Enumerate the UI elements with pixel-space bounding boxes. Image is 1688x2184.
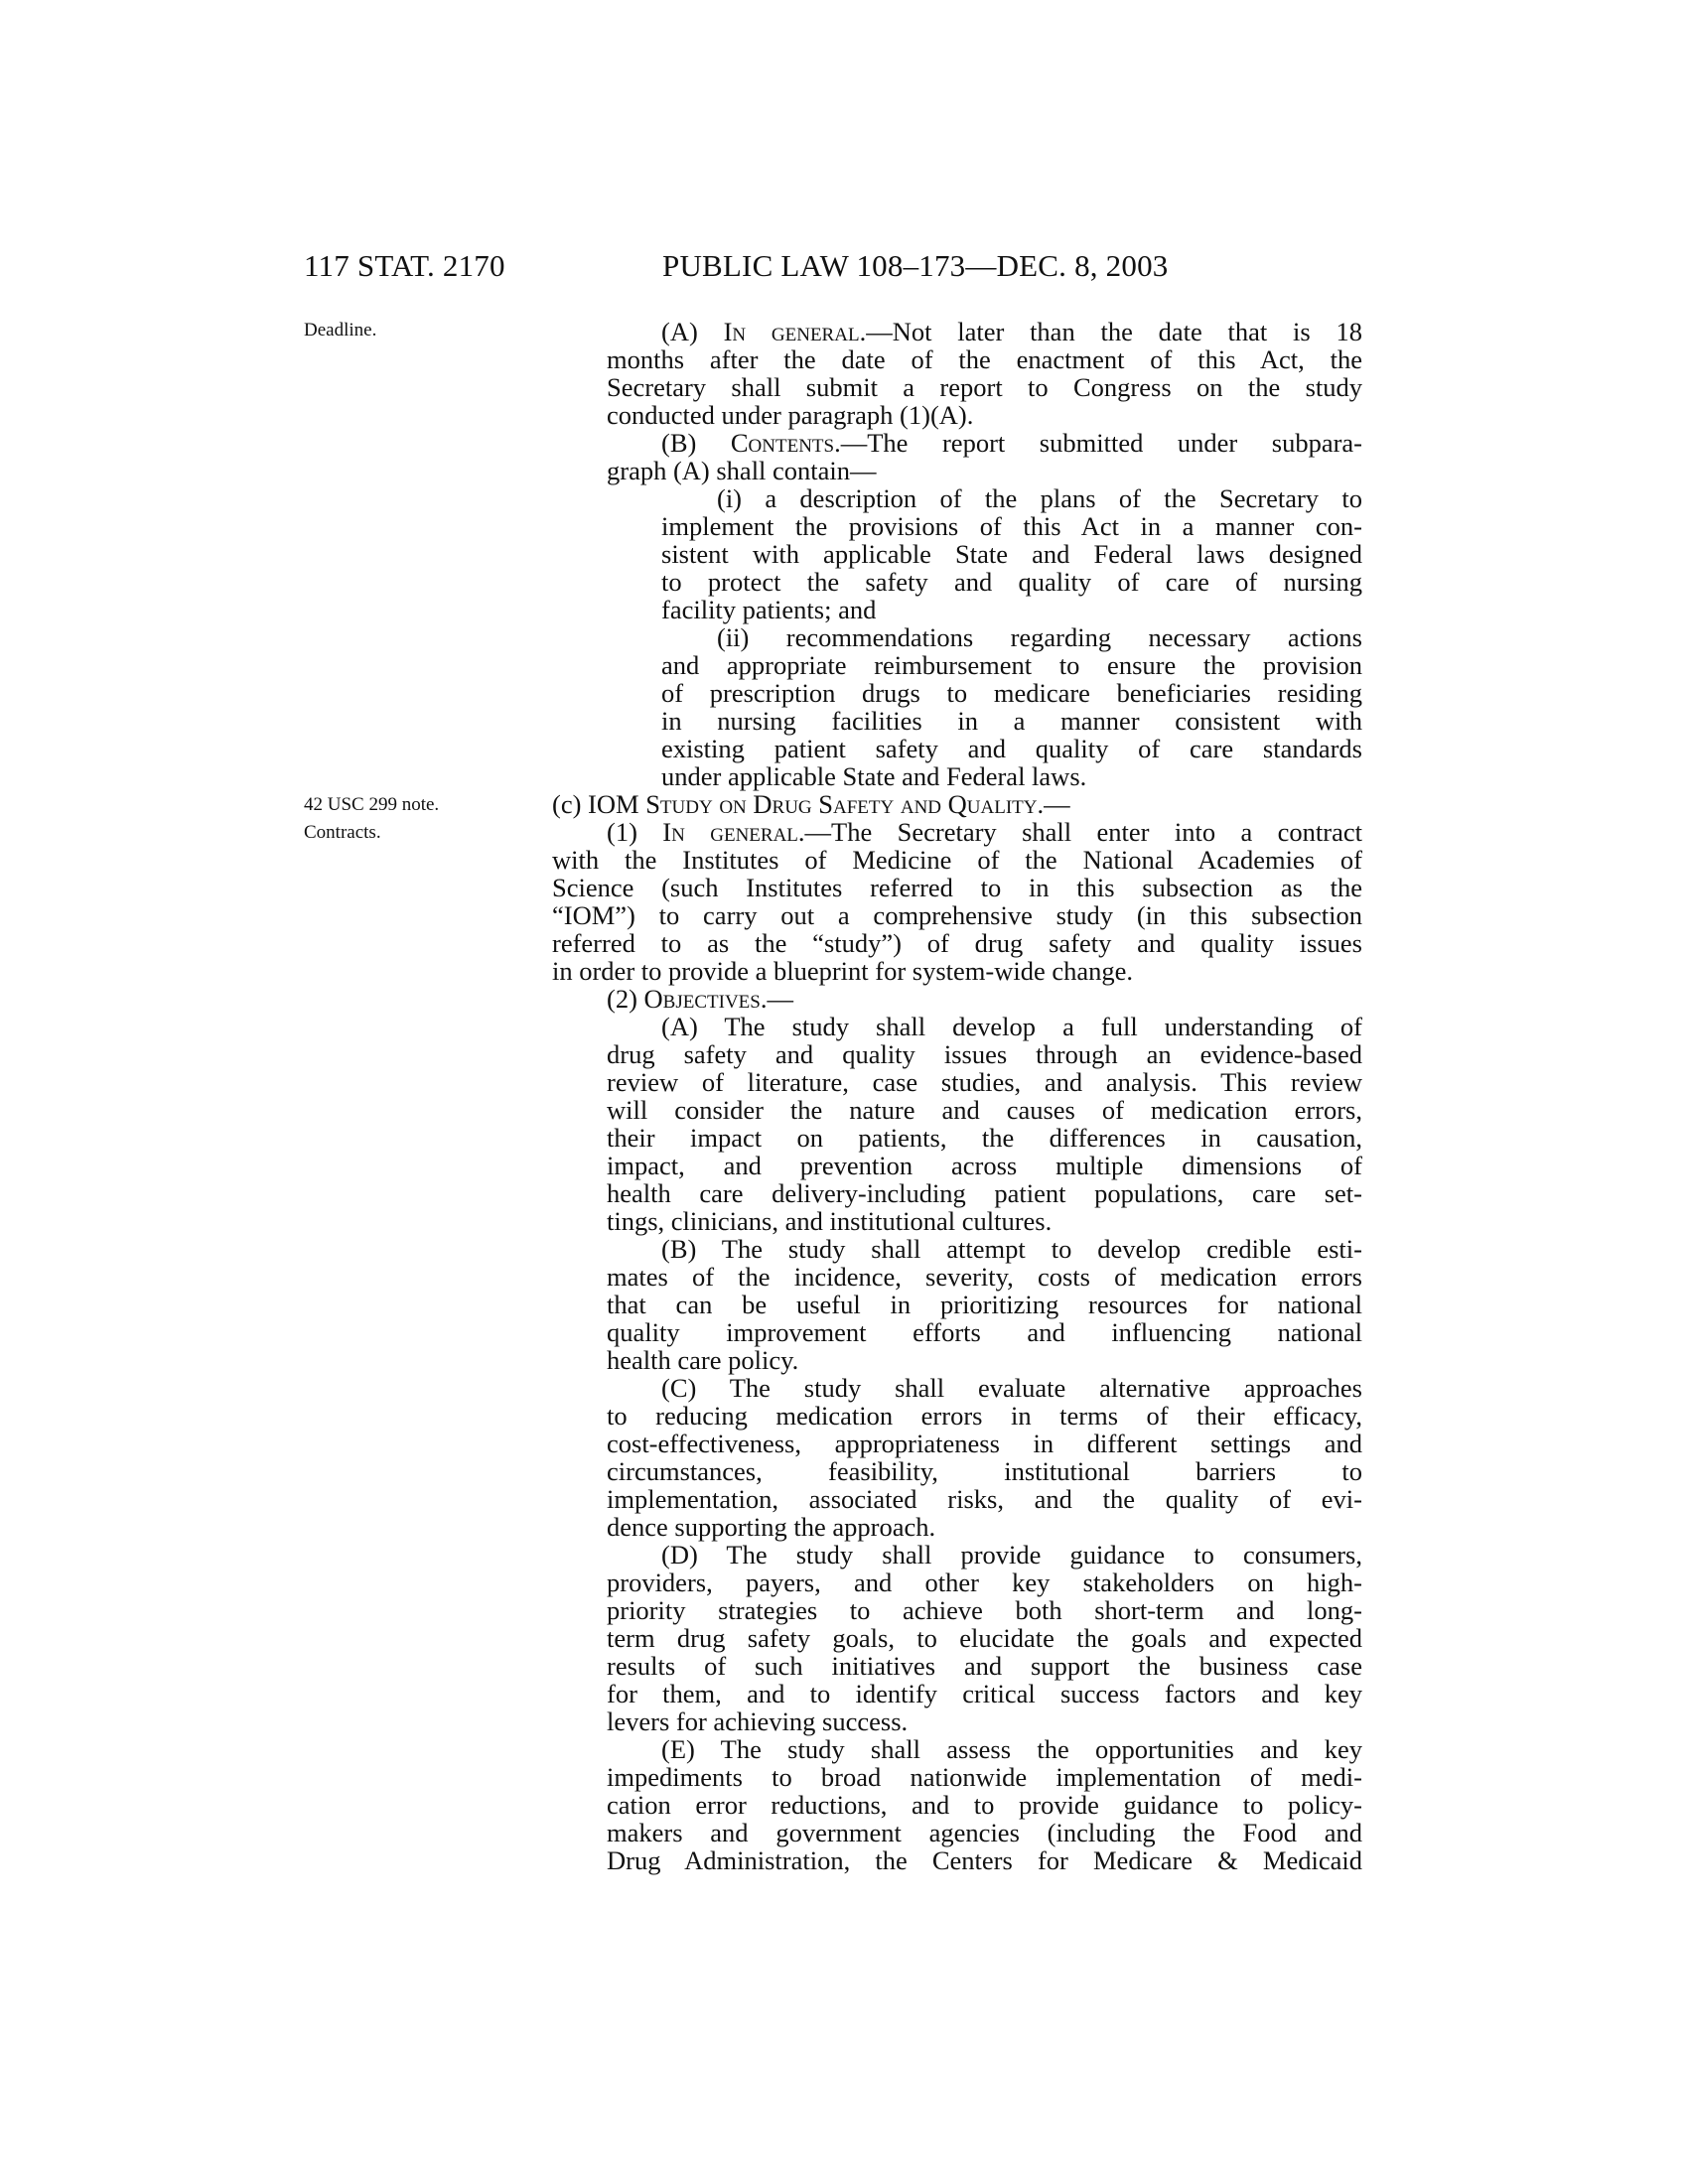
text-line: and appropriate reimbursement to ensure the provision (661, 650, 1362, 680)
text-line: levers for achieving success. (607, 1706, 909, 1736)
text-line: health care delivery-including patient populations, care set- (607, 1178, 1362, 1208)
text-line: (i) a description of the plans of the Secretary to (717, 483, 1362, 513)
text-line: impediments to broad nationwide implementation of medi- (607, 1762, 1362, 1792)
text-line: (A) In general.—Not later than the date that is 18 (661, 317, 1363, 346)
stat-page-number: 117 STAT. 2170 (304, 248, 505, 283)
text-line: (D) The study shall provide guidance to consumers, (661, 1540, 1362, 1570)
text-line: circumstances, feasibility, institutional barriers to (607, 1456, 1362, 1486)
small-caps-heading: Contents (730, 428, 835, 458)
text-line: Drug Administration, the Centers for Medicare & Medicaid (607, 1845, 1362, 1875)
text-line: under applicable State and Federal laws. (661, 761, 1087, 791)
text-line: implement the provisions of this Act in a manner con- (661, 511, 1362, 541)
text-line: cation error reductions, and to provide guidance to policy- (607, 1790, 1362, 1820)
text-line: Secretary shall submit a report to Congress on the study (607, 372, 1362, 402)
text-line: facility patients; and (661, 595, 877, 624)
text-line: to reducing medication errors in terms of their efficacy, (607, 1401, 1362, 1431)
text-line: (c) IOM Study on Drug Safety and Quality.— (552, 789, 1070, 819)
text-line: (B) Contents.—The report submitted under subpara- (661, 428, 1362, 458)
text-line: conducted under paragraph (1)(A). (607, 400, 974, 430)
text-line: (ii) recommendations regarding necessary actions (717, 622, 1362, 652)
text-line: that can be useful in prioritizing resources for national (607, 1290, 1362, 1319)
margin-note-deadline: Deadline. (304, 320, 377, 341)
text-line: in nursing facilities in a manner consistent with (661, 706, 1362, 736)
text-line: for them, and to identify critical success factors and key (607, 1679, 1362, 1708)
text-line: priority strategies to achieve both short-term and long- (607, 1595, 1362, 1625)
text-line: (E) The study shall assess the opportunities and key (661, 1734, 1362, 1764)
text-line: referred to as the “study”) of drug safety and quality issues (552, 928, 1362, 958)
text-line: review of literature, case studies, and analysis. This review (607, 1067, 1362, 1097)
text-line: will consider the nature and causes of medication errors, (607, 1095, 1362, 1125)
text-line: providers, payers, and other key stakeholders on high- (607, 1568, 1362, 1597)
text-line: drug safety and quality issues through an evidence-based (607, 1039, 1362, 1069)
text-line: (2) Objectives.— (607, 984, 793, 1014)
small-caps-heading: In general (723, 317, 860, 346)
text-line: existing patient safety and quality of care standards (661, 734, 1362, 763)
text-line: to protect the safety and quality of care of nursing (661, 567, 1362, 597)
text-line: (C) The study shall evaluate alternative approaches (661, 1373, 1362, 1403)
text-line: (B) The study shall attempt to develop credible esti- (661, 1234, 1362, 1264)
text-line: implementation, associated risks, and the quality of evi- (607, 1484, 1362, 1514)
text-line: makers and government agencies (including the Food and (607, 1818, 1362, 1847)
text-line: with the Institutes of Medicine of the National Academies of (552, 845, 1362, 875)
text-line: quality improvement efforts and influencing national (607, 1317, 1362, 1347)
text-line: sistent with applicable State and Federal laws designed (661, 539, 1362, 569)
text-line: tings, clinicians, and institutional cultures. (607, 1206, 1053, 1236)
text-line: results of such initiatives and support the business case (607, 1651, 1362, 1681)
text-line: mates of the incidence, severity, costs of medication errors (607, 1262, 1362, 1292)
text-line: (A) The study shall develop a full understanding of (661, 1012, 1362, 1041)
text-line: months after the date of the enactment of this Act, the (607, 344, 1362, 374)
text-line: (1) In general.—The Secretary shall enter into a contract (607, 817, 1362, 847)
margin-note-contracts: Contracts. (304, 822, 381, 843)
text-line: impact, and prevention across multiple dimensions of (607, 1151, 1362, 1180)
text-line: “IOM”) to carry out a comprehensive study (in this subsection (552, 900, 1362, 930)
law-title: PUBLIC LAW 108–173—DEC. 8, 2003 (662, 248, 1169, 283)
text-line: of prescription drugs to medicare beneficiaries residing (661, 678, 1362, 708)
text-line: term drug safety goals, to elucidate the goals and expected (607, 1623, 1362, 1653)
text-line: cost-effectiveness, appropriateness in different settings and (607, 1429, 1362, 1458)
small-caps-heading: In general (662, 817, 798, 847)
margin-note-usc: 42 USC 299 note. (304, 794, 440, 815)
text-line: health care policy. (607, 1345, 799, 1375)
small-caps-heading: Objectives (643, 984, 761, 1014)
text-line: Science (such Institutes referred to in this subsection as the (552, 873, 1362, 902)
small-caps-heading: Study on Drug Safety and Quality (645, 789, 1038, 819)
text-line: in order to provide a blueprint for system-wide change. (552, 956, 1134, 986)
text-line: graph (A) shall contain— (607, 456, 877, 485)
text-line: dence supporting the approach. (607, 1512, 936, 1542)
text-line: their impact on patients, the differences in causation, (607, 1123, 1362, 1153)
